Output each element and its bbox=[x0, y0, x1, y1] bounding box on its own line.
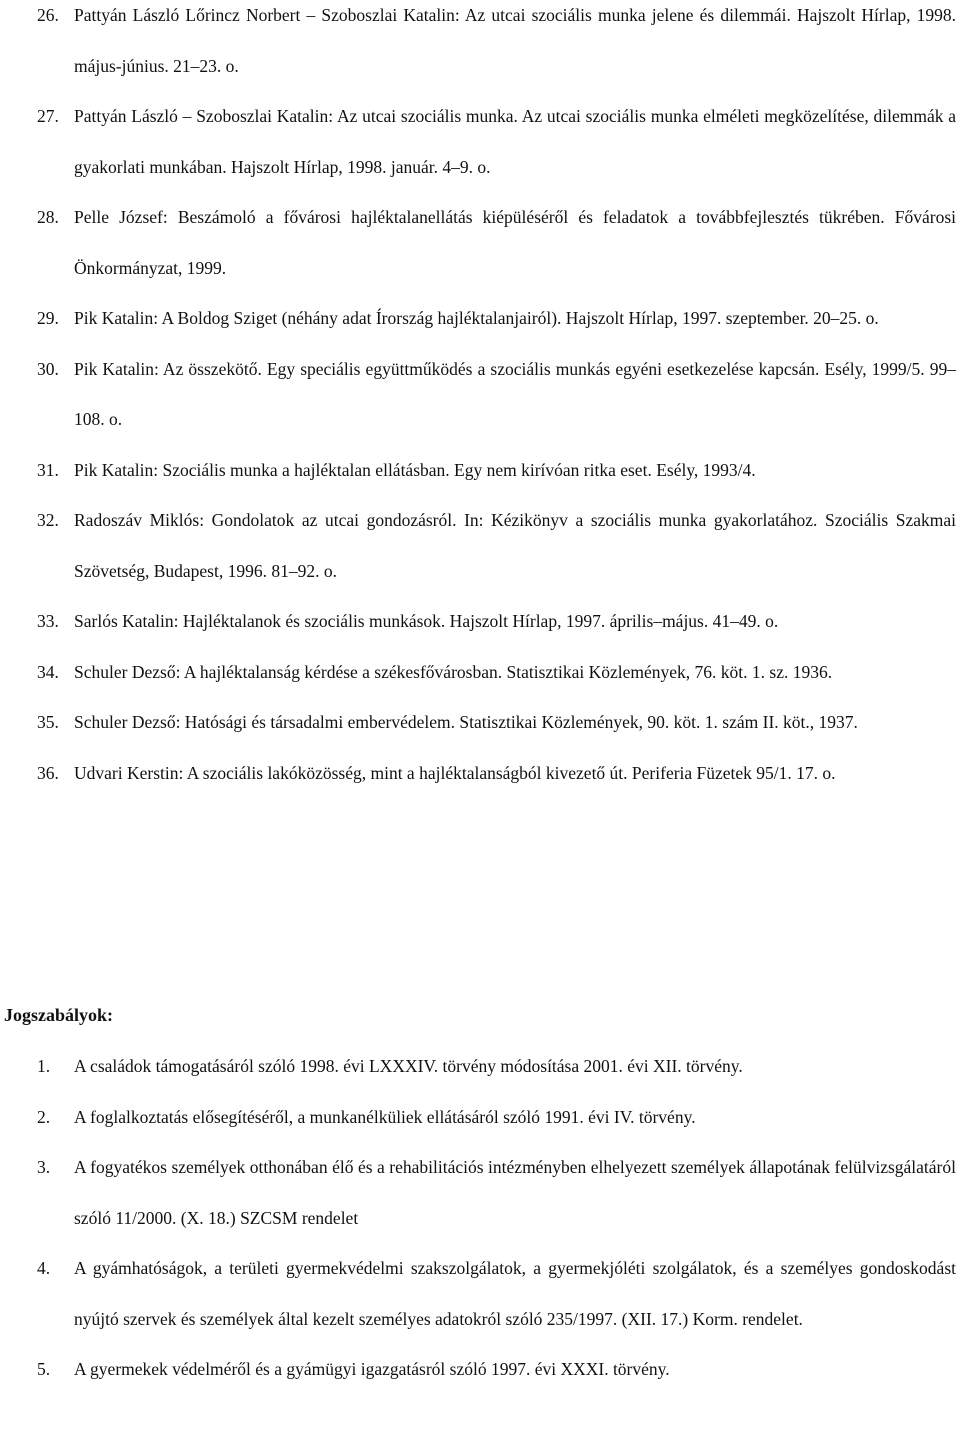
law-item bbox=[0, 1142, 960, 1243]
reference-item bbox=[0, 495, 960, 596]
law-text: A gyámhatóságok, a területi gyermekvédelmi szakszolgálatok, a gyermekjóléti szolgálatok, és a személyes gondoskodást nyújtó szervek és személyek által kezelt személyes adatokról szóló 235/1997. (XII. 17.) Korm. rendelet. bbox=[74, 1258, 956, 1329]
reference-text: Schuler Dezső: A hajléktalanság kérdése a székesfővárosban. Statisztikai Közlemények, 76. köt. 1. sz. 1936. bbox=[74, 661, 833, 682]
reference-text: Pik Katalin: A Boldog Sziget (néhány adat Írország hajléktalanjairól). Hajszolt Hírlap, 1997. szeptember. 20–25. o. bbox=[74, 308, 879, 328]
law-item bbox=[0, 1243, 960, 1344]
reference-item bbox=[0, 596, 960, 647]
reference-number: 33. bbox=[37, 611, 59, 631]
law-number: 3. bbox=[37, 1157, 51, 1177]
reference-number: 29. bbox=[37, 308, 59, 328]
laws-list bbox=[0, 1041, 960, 1395]
law-number: 2. bbox=[37, 1106, 51, 1127]
reference-item bbox=[0, 748, 960, 799]
reference-item bbox=[0, 344, 960, 445]
reference-item bbox=[0, 697, 960, 748]
reference-item bbox=[0, 293, 960, 344]
reference-number: 30. bbox=[37, 358, 59, 379]
reference-number: 27. bbox=[37, 106, 59, 126]
reference-text: Pik Katalin: Az összekötő. Egy speciális együttműködés a szociális munkás egyéni esetkezelése kapcsán. Esély, 1999/5. 99–108. o. bbox=[74, 358, 956, 429]
reference-text: Pelle József: Beszámoló a fővárosi hajléktalanellátás kiépüléséről és feladatok a továbbfejlesztés tükrében. Fővárosi Önkormányzat, 1999. bbox=[74, 207, 956, 278]
reference-item bbox=[0, 647, 960, 698]
reference-text: Pattyán László – Szoboszlai Katalin: Az utcai szociális munka. Az utcai szociális munka elméleti megközelítése, dilemmák a gyakorlati munkában. Hajszolt Hírlap, 1998. január. 4–9. o. bbox=[74, 106, 956, 177]
reference-number: 35. bbox=[37, 712, 59, 732]
reference-number: 31. bbox=[37, 459, 59, 480]
law-number: 5. bbox=[37, 1359, 51, 1379]
reference-number: 28. bbox=[37, 207, 59, 227]
laws-heading: Jogszabályok: bbox=[4, 1005, 114, 1025]
law-number: 1. bbox=[37, 1056, 51, 1076]
reference-number: 36. bbox=[37, 762, 59, 783]
law-text: A gyermekek védelméről és a gyámügyi igazgatásról szóló 1997. évi XXXI. törvény. bbox=[74, 1359, 670, 1379]
law-text: A fogyatékos személyek otthonában élő és a rehabilitációs intézményben elhelyezett személyek állapotának felülvizsgálatáról szóló 11/2000. (X. 18.) SZCSM rendelet bbox=[74, 1157, 956, 1228]
reference-item bbox=[0, 192, 960, 293]
law-number: 4. bbox=[37, 1258, 51, 1278]
reference-item bbox=[0, 0, 960, 91]
reference-text: Pattyán László Lőrincz Norbert – Szoboszlai Katalin: Az utcai szociális munka jelene és dilemmái. Hajszolt Hírlap, 1998. május-június. 21–23. o. bbox=[74, 5, 956, 76]
law-item bbox=[0, 1092, 960, 1143]
reference-number: 32. bbox=[37, 510, 59, 530]
reference-text: Udvari Kerstin: A szociális lakóközösség, mint a hajléktalanságból kivezető út. Periferia Füzetek 95/1. 17. o. bbox=[74, 762, 836, 783]
reference-number: 34. bbox=[37, 661, 59, 682]
reference-number: 26. bbox=[37, 5, 59, 25]
reference-item bbox=[0, 445, 960, 496]
reference-text: Schuler Dezső: Hatósági és társadalmi embervédelem. Statisztikai Közlemények, 90. köt. 1. szám II. köt., 1937. bbox=[74, 712, 858, 732]
law-text: A foglalkoztatás elősegítéséről, a munkanélküliek ellátásáról szóló 1991. évi IV. törvény. bbox=[74, 1106, 696, 1127]
law-item bbox=[0, 1041, 960, 1092]
reference-item bbox=[0, 91, 960, 192]
reference-text: Pik Katalin: Szociális munka a hajléktalan ellátásban. Egy nem kirívóan ritka eset. Esély, 1993/4. bbox=[74, 459, 756, 480]
reference-text: Sarlós Katalin: Hajléktalanok és szociális munkások. Hajszolt Hírlap, 1997. április–május. 41–49. o. bbox=[74, 611, 779, 631]
law-text: A családok támogatásáról szóló 1998. évi LXXXIV. törvény módosítása 2001. évi XII. törvény. bbox=[74, 1056, 743, 1076]
reference-text: Radoszáv Miklós: Gondolatok az utcai gondozásról. In: Kézikönyv a szociális munka gyakorlatához. Szociális Szakmai Szövetség, Budapest, 1996. 81–92. o. bbox=[74, 510, 956, 581]
law-item bbox=[0, 1344, 960, 1395]
